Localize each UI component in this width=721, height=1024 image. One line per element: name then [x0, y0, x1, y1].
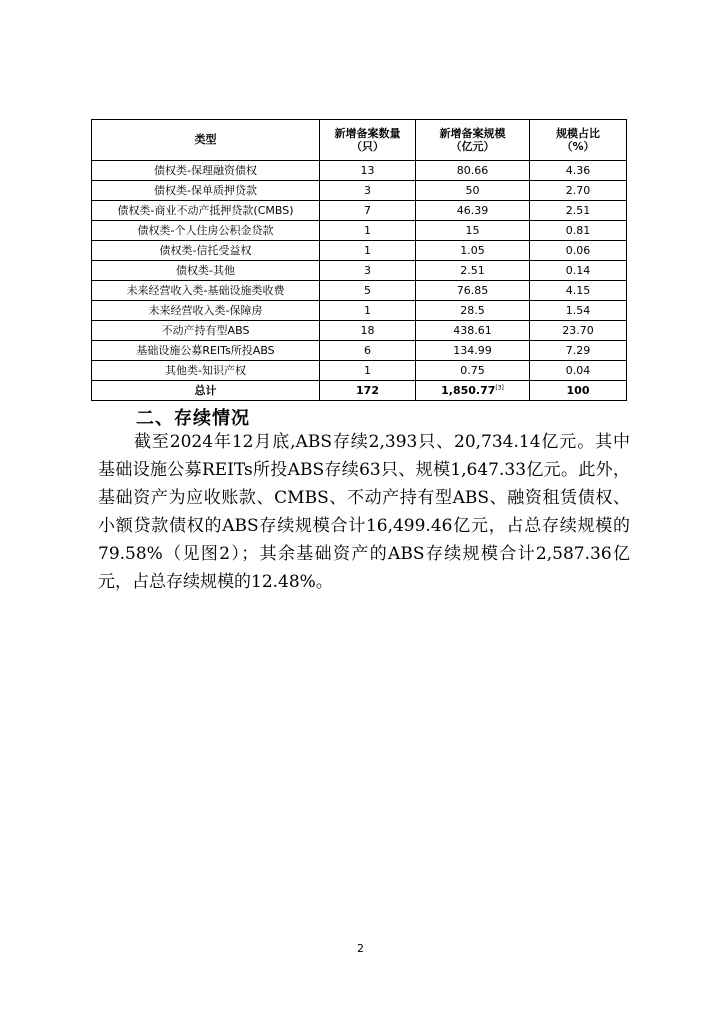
total-label: 总计	[92, 381, 320, 401]
total-scale-cell	[416, 381, 530, 401]
cell-scale: 2.51	[416, 261, 530, 281]
cell-count: 7	[320, 201, 416, 221]
table-row	[92, 321, 627, 341]
table-row	[92, 341, 627, 361]
cell-count: 6	[320, 341, 416, 361]
header-scale: 新增备案规模 （亿元）	[416, 120, 530, 161]
cell-ratio: 0.14	[530, 261, 627, 281]
table-row	[92, 301, 627, 321]
cell-type: 不动产持有型ABS	[92, 321, 320, 341]
cell-ratio: 4.36	[530, 161, 627, 181]
cell-scale: 46.39	[416, 201, 530, 221]
cell-type: 债权类-商业不动产抵押贷款(CMBS)	[92, 201, 320, 221]
cell-type: 债权类-其他	[92, 261, 320, 281]
cell-scale: 438.61	[416, 321, 530, 341]
table-row	[92, 241, 627, 261]
paragraph-text: 截至2024年12月底,ABS存续2,393只、20,734.14亿元。其中基础设施公募REITs所投ABS存续63只、规模1,647.33亿元。此外，基础资产为应收账款、CMBS、不动产持有型ABS、融资租赁债权、小额贷款债权的ABS存续规模合计16,499.46亿元，占总存续规模的79.58%（见图2）；其余基础资产的ABS存续规模合计2,587.36亿元，占总存续规模的12.48%。	[98, 432, 630, 592]
cell-ratio: 2.51	[530, 201, 627, 221]
cell-scale: 80.66	[416, 161, 530, 181]
cell-type: 未来经营收入类-基础设施类收费	[92, 281, 320, 301]
cell-ratio: 2.70	[530, 181, 627, 201]
cell-ratio: 1.54	[530, 301, 627, 321]
cell-ratio: 23.70	[530, 321, 627, 341]
table-row	[92, 221, 627, 241]
cell-scale: 50	[416, 181, 530, 201]
header-count: 新增备案数量 （只）	[320, 120, 416, 161]
cell-count: 5	[320, 281, 416, 301]
cell-count: 3	[320, 181, 416, 201]
cell-ratio: 7.29	[530, 341, 627, 361]
table-row	[92, 281, 627, 301]
body-paragraph	[98, 428, 630, 596]
total-ratio: 100	[530, 381, 627, 401]
cell-type: 其他类-知识产权	[92, 361, 320, 381]
cell-count: 1	[320, 221, 416, 241]
cell-count: 1	[320, 241, 416, 261]
cell-type: 债权类-信托受益权	[92, 241, 320, 261]
cell-type: 债权类-个人住房公积金贷款	[92, 221, 320, 241]
cell-scale: 1.05	[416, 241, 530, 261]
section-title: 二、存续情况	[136, 408, 250, 429]
cell-scale: 0.75	[416, 361, 530, 381]
cell-ratio: 0.04	[530, 361, 627, 381]
cell-count: 18	[320, 321, 416, 341]
cell-count: 1	[320, 361, 416, 381]
table-header-row	[92, 120, 627, 161]
cell-scale: 28.5	[416, 301, 530, 321]
cell-type: 债权类-保单质押贷款	[92, 181, 320, 201]
cell-type: 基础设施公募REITs所投ABS	[92, 341, 320, 361]
cell-type: 债权类-保理融资债权	[92, 161, 320, 181]
header-ratio: 规模占比 （%）	[530, 120, 627, 161]
table-row	[92, 261, 627, 281]
cell-scale: 15	[416, 221, 530, 241]
table-total-row	[92, 381, 627, 401]
table-row	[92, 201, 627, 221]
cell-count: 1	[320, 301, 416, 321]
total-scale: 1,850.77	[441, 383, 496, 397]
cell-scale: 76.85	[416, 281, 530, 301]
cell-type: 未来经营收入类-保障房	[92, 301, 320, 321]
table-row	[92, 181, 627, 201]
cell-ratio: 4.15	[530, 281, 627, 301]
table-row	[92, 161, 627, 181]
total-count: 172	[320, 381, 416, 401]
table-row	[92, 361, 627, 381]
cell-ratio: 0.81	[530, 221, 627, 241]
abs-new-filings-table	[91, 119, 627, 401]
page-number: 2	[357, 942, 364, 955]
cell-count: 3	[320, 261, 416, 281]
footnote-ref[interactable]: [3]	[495, 384, 504, 392]
cell-ratio: 0.06	[530, 241, 627, 261]
cell-count: 13	[320, 161, 416, 181]
cell-scale: 134.99	[416, 341, 530, 361]
header-type: 类型	[92, 120, 320, 161]
